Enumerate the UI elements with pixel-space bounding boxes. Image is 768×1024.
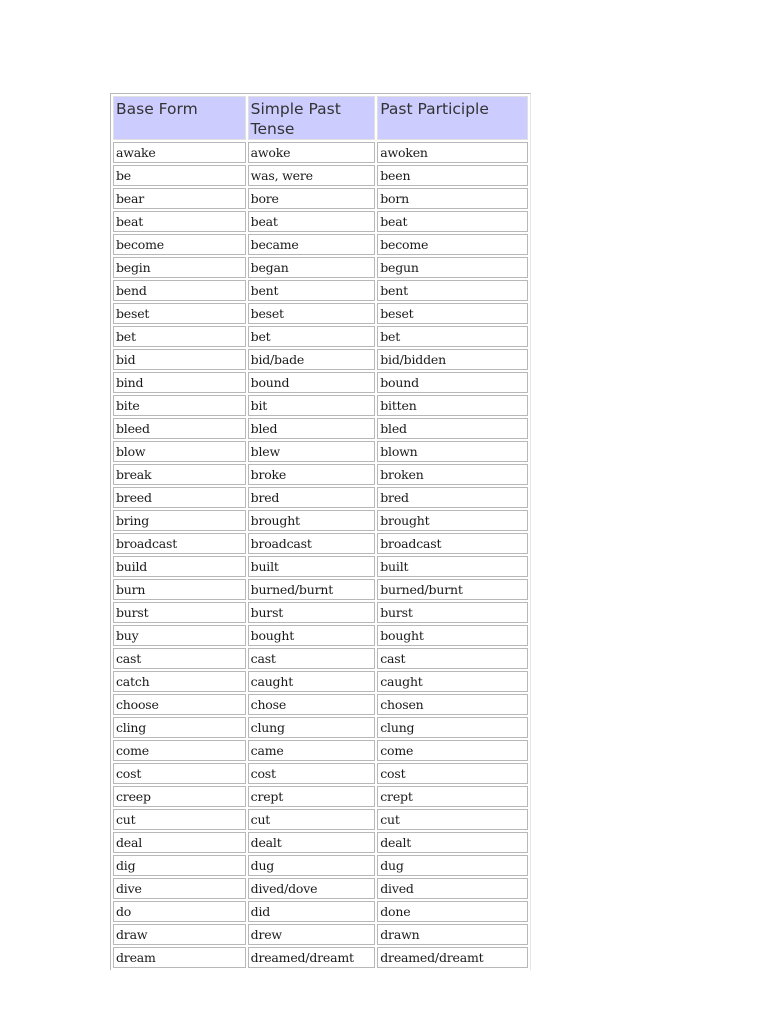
table-row [113,878,528,899]
past-participle-cell: born [377,188,528,209]
base-form-cell: do [113,901,246,922]
past-participle-cell: become [377,234,528,255]
base-form-cell: creep [113,786,246,807]
base-form-cell: burst [113,602,246,623]
past-participle-cell: bled [377,418,528,439]
past-participle-cell: bent [377,280,528,301]
simple-past-cell: dived/dove [248,878,376,899]
table-row [113,556,528,577]
table-row [113,395,528,416]
simple-past-cell: caught [248,671,376,692]
table-row [113,211,528,232]
table-row [113,602,528,623]
base-form-cell: buy [113,625,246,646]
table-row [113,487,528,508]
table-row [113,947,528,968]
simple-past-cell: crept [248,786,376,807]
past-participle-cell: done [377,901,528,922]
table-row [113,464,528,485]
base-form-cell: begin [113,257,246,278]
simple-past-cell: chose [248,694,376,715]
table-row [113,349,528,370]
irregular-verbs-table [110,93,531,970]
table-row [113,809,528,830]
table-row [113,832,528,853]
past-participle-cell: awoken [377,142,528,163]
simple-past-cell: beset [248,303,376,324]
header-simple-past-tense: Simple Past Tense [248,96,376,140]
simple-past-cell: clung [248,717,376,738]
table-row [113,234,528,255]
table-row [113,303,528,324]
past-participle-cell: broken [377,464,528,485]
simple-past-cell: broadcast [248,533,376,554]
simple-past-cell: bid/bade [248,349,376,370]
base-form-cell: burn [113,579,246,600]
past-participle-cell: bitten [377,395,528,416]
base-form-cell: bite [113,395,246,416]
base-form-cell: dream [113,947,246,968]
table-row [113,533,528,554]
past-participle-cell: beat [377,211,528,232]
table-row [113,418,528,439]
simple-past-cell: cast [248,648,376,669]
past-participle-cell: caught [377,671,528,692]
simple-past-cell: did [248,901,376,922]
table-row [113,165,528,186]
simple-past-cell: burst [248,602,376,623]
past-participle-cell: bought [377,625,528,646]
table-row [113,441,528,462]
simple-past-cell: bled [248,418,376,439]
past-participle-cell: burned/burnt [377,579,528,600]
table-row [113,901,528,922]
base-form-cell: cling [113,717,246,738]
base-form-cell: dive [113,878,246,899]
base-form-cell: become [113,234,246,255]
simple-past-cell: broke [248,464,376,485]
table-row [113,326,528,347]
simple-past-cell: dealt [248,832,376,853]
past-participle-cell: been [377,165,528,186]
past-participle-cell: drawn [377,924,528,945]
simple-past-cell: bit [248,395,376,416]
simple-past-cell: dug [248,855,376,876]
base-form-cell: beat [113,211,246,232]
base-form-cell: come [113,740,246,761]
past-participle-cell: brought [377,510,528,531]
past-participle-cell: chosen [377,694,528,715]
simple-past-cell: blew [248,441,376,462]
past-participle-cell: crept [377,786,528,807]
simple-past-cell: awoke [248,142,376,163]
table-row [113,763,528,784]
base-form-cell: beset [113,303,246,324]
base-form-cell: dig [113,855,246,876]
base-form-cell: choose [113,694,246,715]
past-participle-cell: cast [377,648,528,669]
simple-past-cell: drew [248,924,376,945]
table-row [113,740,528,761]
base-form-cell: draw [113,924,246,945]
past-participle-cell: broadcast [377,533,528,554]
past-participle-cell: come [377,740,528,761]
past-participle-cell: begun [377,257,528,278]
base-form-cell: bring [113,510,246,531]
simple-past-cell: began [248,257,376,278]
table-row [113,579,528,600]
base-form-cell: cost [113,763,246,784]
past-participle-cell: beset [377,303,528,324]
simple-past-cell: bet [248,326,376,347]
past-participle-cell: cut [377,809,528,830]
table-row [113,694,528,715]
base-form-cell: bear [113,188,246,209]
simple-past-cell: bent [248,280,376,301]
base-form-cell: catch [113,671,246,692]
simple-past-cell: bound [248,372,376,393]
simple-past-cell: bought [248,625,376,646]
base-form-cell: bend [113,280,246,301]
table-row [113,188,528,209]
simple-past-cell: beat [248,211,376,232]
simple-past-cell: cost [248,763,376,784]
simple-past-cell: was, were [248,165,376,186]
past-participle-cell: bid/bidden [377,349,528,370]
table-row [113,372,528,393]
base-form-cell: bleed [113,418,246,439]
past-participle-cell: bet [377,326,528,347]
base-form-cell: broadcast [113,533,246,554]
table-row [113,786,528,807]
past-participle-cell: built [377,556,528,577]
base-form-cell: blow [113,441,246,462]
past-participle-cell: blown [377,441,528,462]
table-header [113,96,528,140]
table-row [113,648,528,669]
base-form-cell: bind [113,372,246,393]
table-row [113,671,528,692]
table-row [113,257,528,278]
base-form-cell: bet [113,326,246,347]
base-form-cell: build [113,556,246,577]
past-participle-cell: burst [377,602,528,623]
table-row [113,717,528,738]
past-participle-cell: clung [377,717,528,738]
base-form-cell: awake [113,142,246,163]
base-form-cell: breed [113,487,246,508]
past-participle-cell: dealt [377,832,528,853]
base-form-cell: break [113,464,246,485]
past-participle-cell: bound [377,372,528,393]
simple-past-cell: bore [248,188,376,209]
base-form-cell: cast [113,648,246,669]
table-row [113,142,528,163]
simple-past-cell: cut [248,809,376,830]
past-participle-cell: dived [377,878,528,899]
table-row [113,280,528,301]
header-past-participle: Past Participle [377,96,528,140]
base-form-cell: deal [113,832,246,853]
table-row [113,510,528,531]
past-participle-cell: bred [377,487,528,508]
base-form-cell: bid [113,349,246,370]
table-row [113,924,528,945]
base-form-cell: be [113,165,246,186]
simple-past-cell: came [248,740,376,761]
header-base-form: Base Form [113,96,246,140]
header-row [113,96,528,140]
table-body [113,142,528,968]
table-row [113,855,528,876]
past-participle-cell: cost [377,763,528,784]
simple-past-cell: burned/burnt [248,579,376,600]
past-participle-cell: dug [377,855,528,876]
simple-past-cell: built [248,556,376,577]
simple-past-cell: brought [248,510,376,531]
base-form-cell: cut [113,809,246,830]
simple-past-cell: bred [248,487,376,508]
past-participle-cell: dreamed/dreamt [377,947,528,968]
simple-past-cell: dreamed/dreamt [248,947,376,968]
simple-past-cell: became [248,234,376,255]
table-row [113,625,528,646]
